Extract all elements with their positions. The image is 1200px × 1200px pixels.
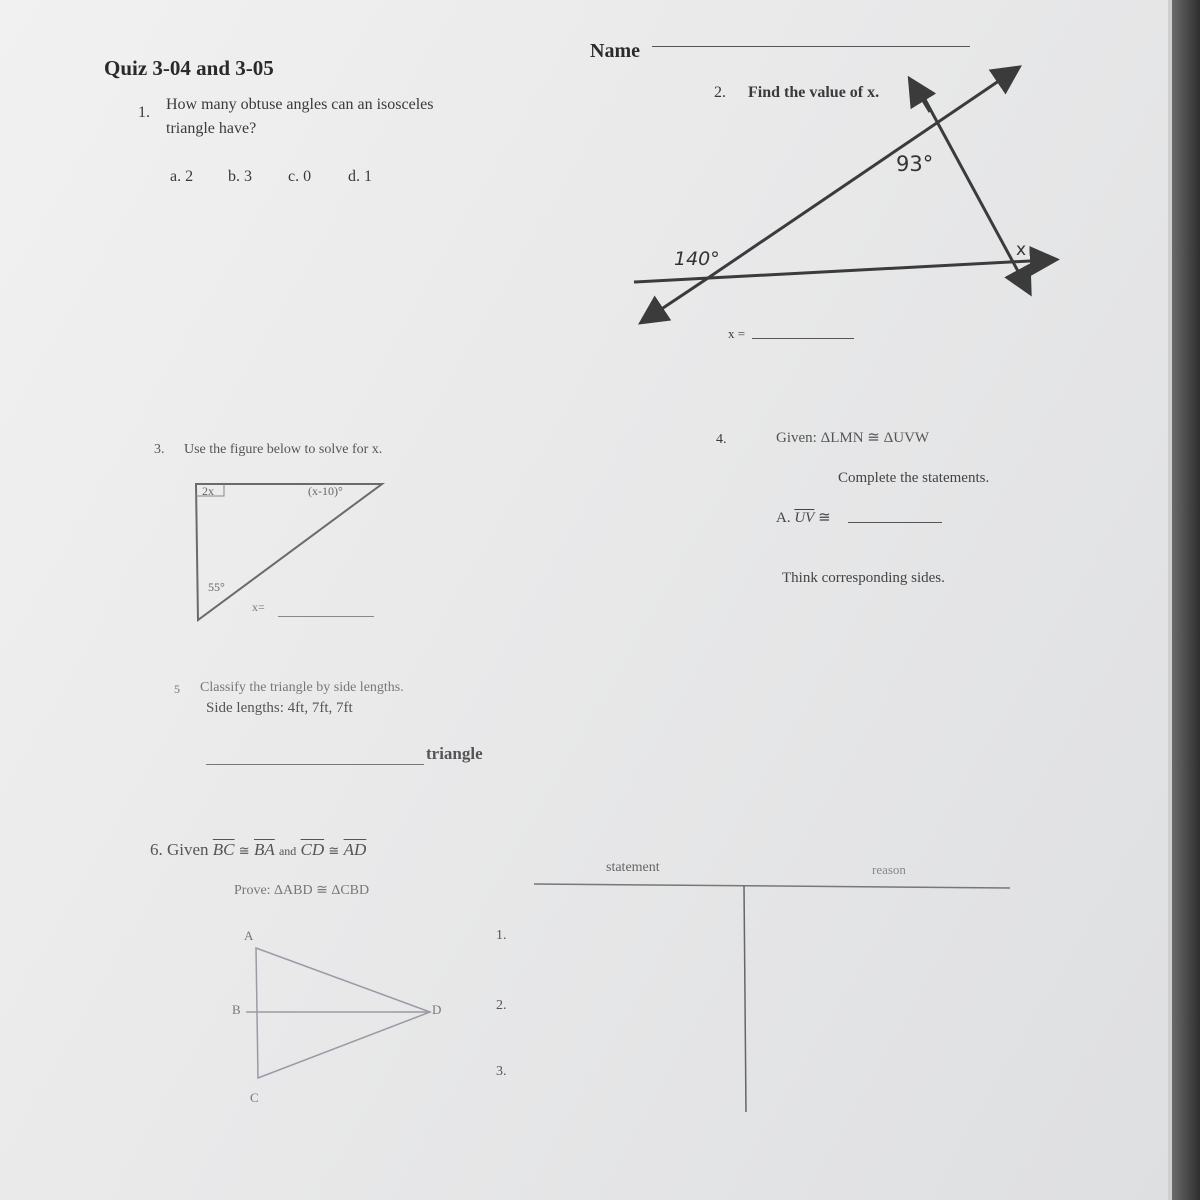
q4-part-a-prefix: A. — [776, 510, 791, 526]
q6-vertex-b: B — [232, 1002, 241, 1017]
q5-sides: Side lengths: 4ft, 7ft, 7ft — [206, 700, 353, 716]
q3-answer-label: x= — [252, 600, 265, 614]
q2-prompt: Find the value of x. — [748, 84, 880, 101]
q6-seg-bc: $\overline{BC}$ — [212, 840, 235, 859]
q1-choice-c[interactable]: c. 0 — [288, 168, 312, 185]
q6-step-2: 2. — [496, 998, 507, 1013]
q6-step-1: 1. — [496, 928, 507, 943]
q4-given: Given: ΔLMN ≅ ΔUVW — [776, 430, 930, 446]
q6-seg-ba: $\overline{BA}$ — [253, 840, 275, 859]
q6-cong-2: ≅ — [328, 843, 340, 858]
q3-number: 3. — [154, 442, 165, 457]
q5-answer-suffix: triangle — [426, 744, 483, 763]
q3-label-x-minus-10: (x-10)° — [308, 484, 343, 498]
q3-prompt: Use the figure below to solve for x. — [184, 442, 383, 457]
q6-prove: Prove: ΔABD ≅ ΔCBD — [234, 883, 370, 898]
q6-cong-1: ≅ — [238, 843, 250, 858]
q4-instruction: Complete the statements. — [838, 470, 990, 486]
q4-hint: Think corresponding sides. — [782, 570, 945, 586]
q2-angle-x: x — [1016, 240, 1027, 260]
q3-label-2x: 2x — [202, 484, 214, 498]
q6-vertex-a: A — [244, 928, 254, 943]
q5-number: 5 — [174, 682, 180, 696]
proof-statement-column[interactable] — [536, 890, 742, 1110]
q2-answer-label: x = — [728, 326, 746, 341]
proof-reason-header: reason — [872, 862, 906, 877]
q6-step-3: 3. — [496, 1064, 507, 1079]
name-label: Name — [590, 40, 640, 62]
q1-text-line1: How many obtuse angles can an isosceles — [166, 96, 434, 113]
q1-text-line2: triangle have? — [166, 120, 257, 137]
q6-seg-ad: $\overline{AD}$ — [343, 840, 367, 859]
q1-choice-b[interactable]: b. 3 — [228, 168, 252, 185]
q4-part-a-segment: $\overline{UV}$ — [794, 510, 815, 526]
q4-number: 4. — [716, 432, 727, 447]
quiz-title: Quiz 3-04 and 3-05 — [104, 56, 274, 80]
q4-part-a-congruent: ≅ — [818, 510, 831, 526]
q1-choice-d[interactable]: d. 1 — [348, 168, 372, 185]
q1-number: 1. — [138, 104, 150, 121]
q2-number: 2. — [714, 84, 726, 101]
q6-vertex-d: D — [432, 1002, 442, 1017]
proof-statement-header: statement — [606, 860, 660, 875]
q1-choice-a[interactable]: a. 2 — [170, 168, 194, 185]
q6-number: 6. — [150, 840, 163, 859]
background-shadow — [1172, 0, 1200, 1200]
q6-seg-cd: $\overline{CD}$ — [300, 840, 325, 859]
q6-vertex-c: C — [250, 1090, 259, 1105]
q5-prompt: Classify the triangle by side lengths. — [200, 680, 404, 695]
q3-label-55: 55° — [208, 580, 225, 594]
q2-angle-93: 93° — [896, 152, 934, 176]
q2-angle-140: 140° — [674, 248, 720, 270]
q6-given-prefix: Given — [167, 840, 209, 859]
q6-and: and — [278, 844, 297, 858]
proof-reason-column[interactable] — [748, 890, 1008, 1110]
